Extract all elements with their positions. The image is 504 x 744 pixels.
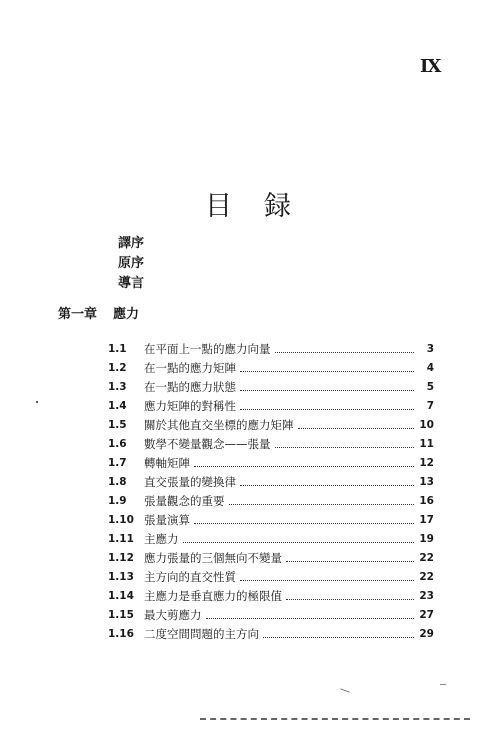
toc-entry <box>108 473 434 492</box>
toc-leader-dots <box>286 590 414 600</box>
toc-entry-page: 10 <box>419 419 434 431</box>
toc-entry <box>108 511 434 530</box>
toc-entry-number: 1.13 <box>108 571 134 583</box>
toc-leader-dots <box>194 457 414 467</box>
toc-entry <box>108 454 434 473</box>
toc-leader-dots <box>263 628 414 638</box>
toc-leader-dots <box>194 514 414 524</box>
toc-entry-number: 1.7 <box>108 457 127 469</box>
toc-entry-page: 7 <box>426 400 434 412</box>
toc-entry-page: 4 <box>426 362 434 374</box>
toc-entry-number: 1.5 <box>108 419 127 431</box>
toc-entry-number: 1.11 <box>108 533 134 545</box>
toc-entry-page: 11 <box>419 438 434 450</box>
toc-entry <box>108 359 434 378</box>
front-matter-item: 譯序 <box>118 236 145 251</box>
toc-entry-title: 二度空間問題的主方向 <box>144 627 259 641</box>
toc-entry <box>108 587 434 606</box>
toc-entry <box>108 435 434 454</box>
front-matter-item: 原序 <box>118 256 145 271</box>
toc-entry-title: 張量觀念的重要 <box>144 494 225 508</box>
toc-entry-title: 轉軸矩陣 <box>144 456 190 470</box>
scan-speck <box>340 688 350 692</box>
toc-leader-dots <box>183 533 415 543</box>
toc-entry <box>108 416 434 435</box>
front-matter-item: 導言 <box>118 276 145 291</box>
page-title: 目録 <box>205 191 323 222</box>
toc-leader-dots <box>240 571 414 581</box>
toc-entry-title: 在平面上一點的應力向量 <box>144 342 271 356</box>
toc-entry-number: 1.6 <box>108 438 127 450</box>
toc-entry-page: 22 <box>419 571 434 583</box>
toc-leader-dots <box>206 609 415 619</box>
toc-list <box>108 340 434 644</box>
toc-entry-title: 應力張量的三個無向不變量 <box>144 551 282 565</box>
toc-entry <box>108 530 434 549</box>
toc-entry-title: 關於其他直交坐標的應力矩陣 <box>144 418 294 432</box>
toc-leader-dots <box>298 419 415 429</box>
toc-entry-title: 張量演算 <box>144 513 190 527</box>
toc-entry <box>108 492 434 511</box>
toc-entry-title: 直交張量的變換律 <box>144 475 236 489</box>
toc-entry-page: 22 <box>419 552 434 564</box>
chapter-heading <box>58 303 139 322</box>
toc-entry-page: 13 <box>419 476 434 488</box>
toc-leader-dots <box>275 343 415 353</box>
toc-entry-page: 29 <box>419 628 434 640</box>
toc-leader-dots <box>240 400 414 410</box>
toc-entry-number: 1.1 <box>108 343 127 355</box>
page-number: IX <box>420 56 441 77</box>
toc-entry <box>108 625 434 644</box>
toc-entry-title: 主方向的直交性質 <box>144 570 236 584</box>
toc-entry <box>108 568 434 587</box>
toc-entry <box>108 397 434 416</box>
scan-speck <box>440 684 446 685</box>
toc-entry-page: 12 <box>419 457 434 469</box>
toc-entry-title: 在一點的應力狀態 <box>144 380 236 394</box>
toc-entry-number: 1.8 <box>108 476 127 488</box>
toc-entry-number: 1.15 <box>108 609 134 621</box>
toc-entry <box>108 606 434 625</box>
chapter-title: 應力 <box>113 307 140 322</box>
toc-leader-dots <box>240 362 414 372</box>
toc-entry-page: 23 <box>419 590 434 602</box>
toc-entry-number: 1.16 <box>108 628 134 640</box>
chapter-label: 第一章 <box>58 307 98 322</box>
toc-leader-dots <box>275 438 415 448</box>
toc-entry-number: 1.2 <box>108 362 127 374</box>
toc-entry-number: 1.14 <box>108 590 134 602</box>
toc-entry-number: 1.3 <box>108 381 127 393</box>
toc-entry-page: 16 <box>419 495 434 507</box>
toc-entry-page: 17 <box>419 514 434 526</box>
front-matter-list <box>118 234 144 294</box>
toc-entry-page: 5 <box>426 381 434 393</box>
toc-entry-page: 27 <box>419 609 434 621</box>
toc-leader-dots <box>229 495 415 505</box>
toc-entry-title: 數學不變量觀念——張量 <box>144 437 271 451</box>
toc-entry-number: 1.4 <box>108 400 127 412</box>
toc-entry <box>108 549 434 568</box>
scan-speck <box>36 401 38 403</box>
toc-entry <box>108 340 434 359</box>
toc-leader-dots <box>286 552 414 562</box>
toc-entry-title: 應力矩陣的對稱性 <box>144 399 236 413</box>
toc-entry-title: 主應力是垂直應力的極限值 <box>144 589 282 603</box>
toc-entry-number: 1.9 <box>108 495 127 507</box>
toc-leader-dots <box>240 476 414 486</box>
toc-entry <box>108 378 434 397</box>
toc-leader-dots <box>240 381 414 391</box>
scan-edge-artifact <box>200 718 470 720</box>
toc-entry-page: 3 <box>426 343 434 355</box>
toc-entry-title: 主應力 <box>144 532 179 546</box>
toc-entry-title: 最大剪應力 <box>144 608 202 622</box>
toc-entry-title: 在一點的應力矩陣 <box>144 361 236 375</box>
toc-entry-number: 1.10 <box>108 514 134 526</box>
toc-entry-number: 1.12 <box>108 552 134 564</box>
toc-entry-page: 19 <box>419 533 434 545</box>
